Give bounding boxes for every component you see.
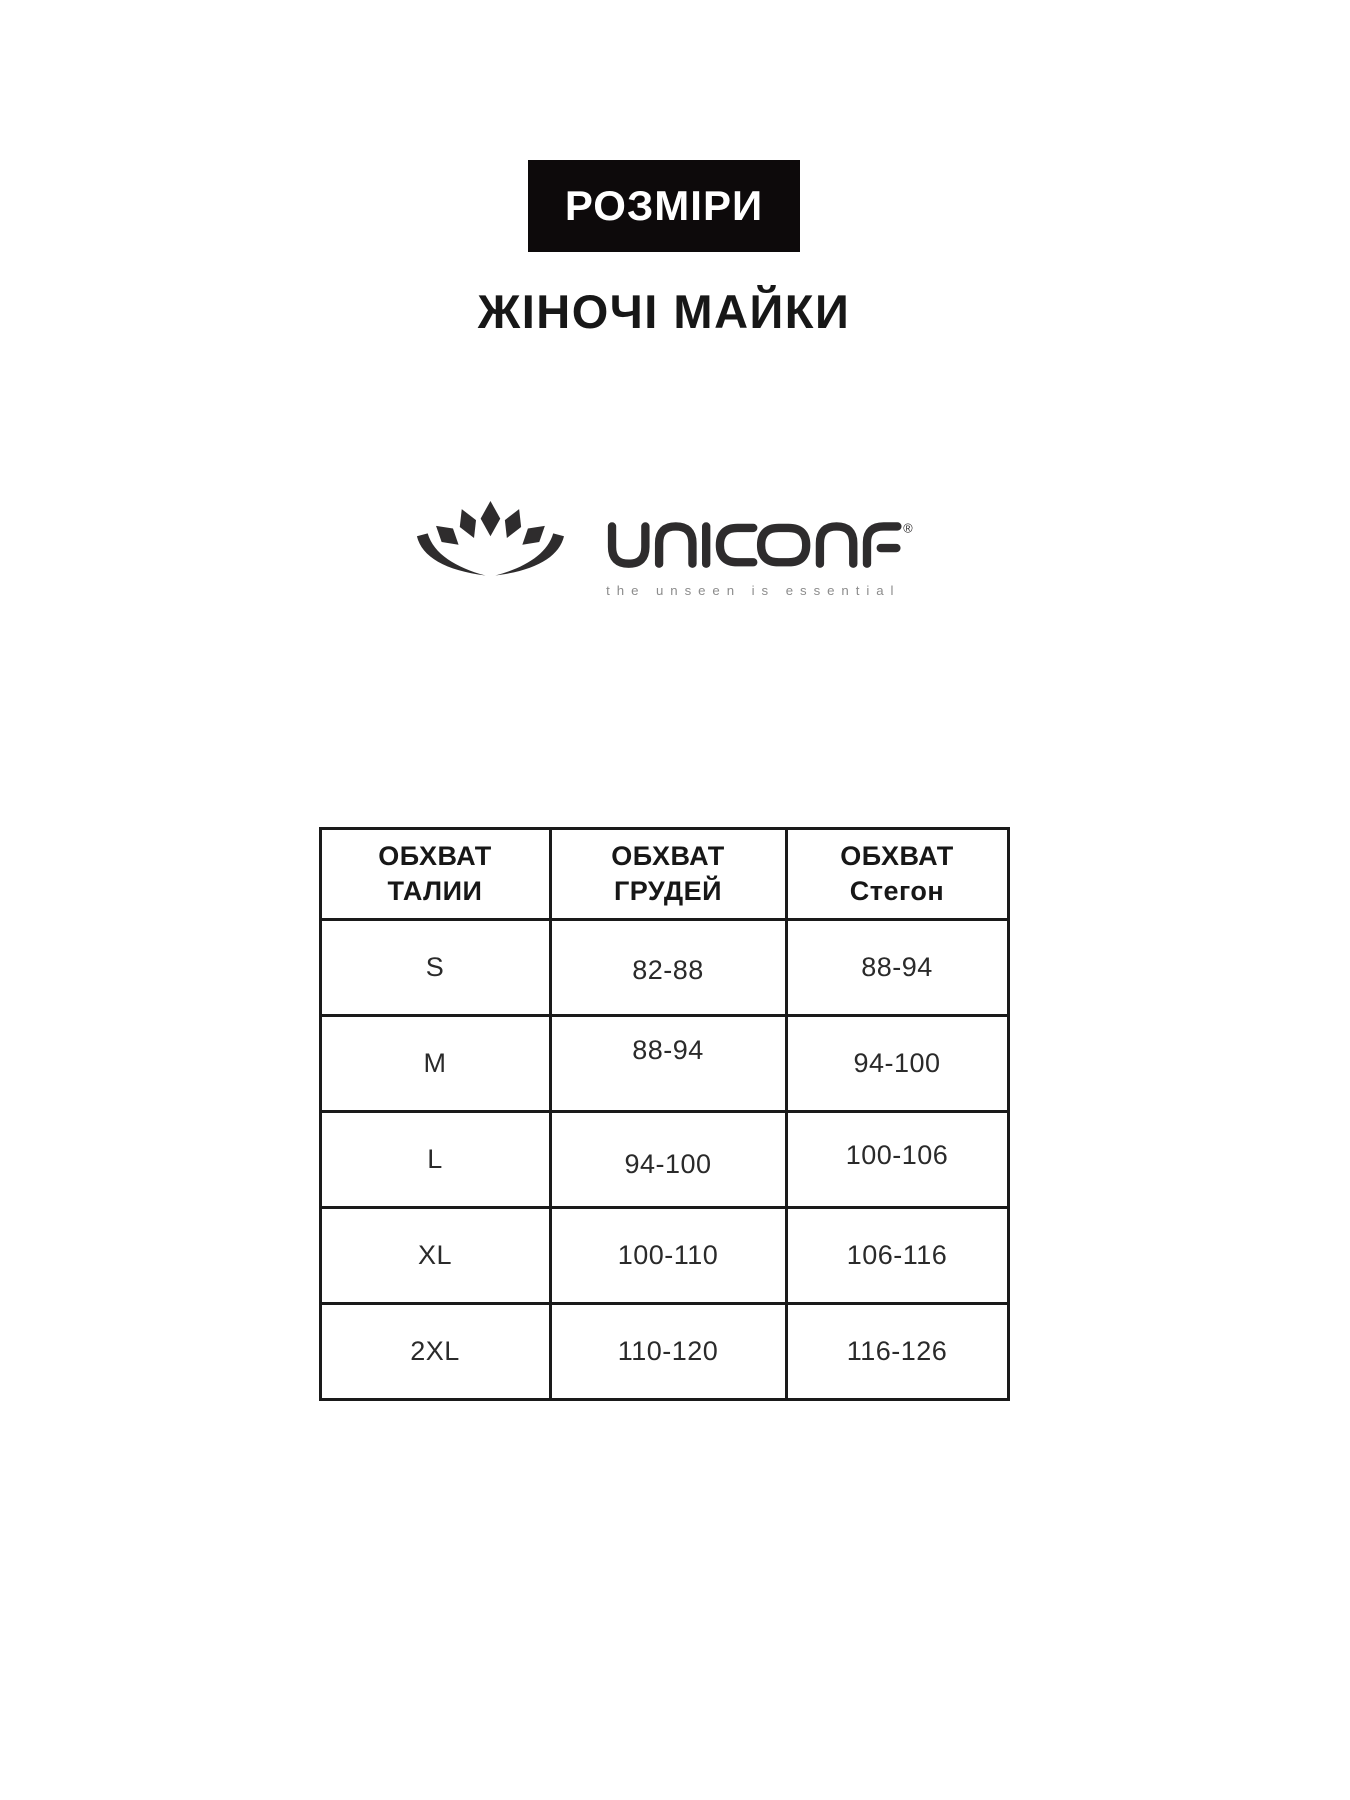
size-table-body — [320, 920, 1008, 1400]
hips-cell: 116-126 — [786, 1304, 1008, 1400]
column-header-hips — [786, 829, 1008, 920]
hips-cell: 106-116 — [786, 1208, 1008, 1304]
header-row — [320, 829, 1008, 920]
header-line: ОБХВАТ — [611, 841, 725, 871]
column-header-chest — [550, 829, 786, 920]
chest-cell: 82-88 — [550, 920, 786, 1016]
header-line: ОБХВАТ — [378, 841, 492, 871]
page-title: ЖІНОЧІ МАЙКИ — [477, 285, 851, 338]
size-table — [319, 827, 1010, 1401]
size-cell: M — [320, 1016, 550, 1112]
uniconf-wordmark — [612, 526, 897, 563]
table-row-l — [320, 1112, 1008, 1208]
registered-trademark-icon: ® — [902, 520, 913, 536]
hips-cell: 94-100 — [786, 1016, 1008, 1112]
chest-cell: 88-94 — [550, 1016, 786, 1112]
hips-cell: 88-94 — [786, 920, 1008, 1016]
size-cell: XL — [320, 1208, 550, 1304]
uniconf-logo-graphic — [412, 497, 917, 602]
logo-tagline: the unseen is essential — [605, 583, 896, 599]
content-column — [320, 0, 1008, 1401]
chest-cell: 94-100 — [550, 1112, 786, 1208]
size-table-header — [320, 829, 1008, 920]
chest-cell: 100-110 — [550, 1208, 786, 1304]
hips-cell: 100-106 — [786, 1112, 1008, 1208]
column-header-waist — [320, 829, 550, 920]
lotus-flower-icon — [416, 501, 563, 576]
header-line: ГРУДЕЙ — [613, 876, 723, 906]
table-row-s — [320, 920, 1008, 1016]
sizes-badge — [528, 160, 800, 252]
sizes-badge-label: РОЗМІРИ — [564, 182, 764, 229]
size-cell: 2XL — [320, 1304, 550, 1400]
header-line: Стегон — [849, 876, 945, 906]
size-cell: S — [320, 920, 550, 1016]
header-line: ОБХВАТ — [840, 841, 954, 871]
table-row-m — [320, 1016, 1008, 1112]
table-row-xl — [320, 1208, 1008, 1304]
header-line: ТАЛИИ — [387, 876, 483, 906]
chest-cell: 110-120 — [550, 1304, 786, 1400]
table-row-2xl — [320, 1304, 1008, 1400]
size-cell: L — [320, 1112, 550, 1208]
uniconf-logo — [412, 497, 917, 607]
